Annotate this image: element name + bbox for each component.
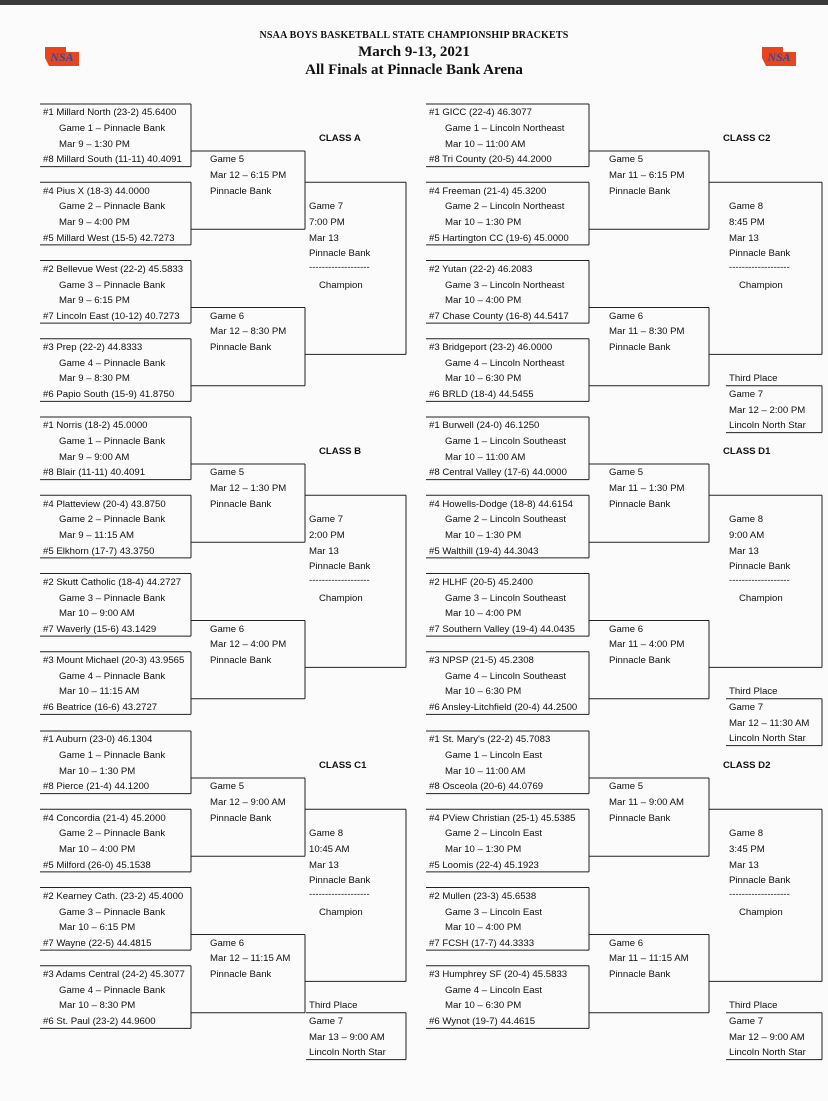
- team-top: #3 Prep (22-2) 44.8333: [43, 342, 143, 354]
- game-time: Mar 9 – 4:00 PM: [59, 216, 130, 228]
- game-info: Game 3 – Pinnacle Bank: [59, 279, 166, 291]
- final-game: Game 8: [729, 514, 764, 526]
- team-top: #3 Humphrey SF (20-4) 45.5833: [429, 969, 568, 981]
- game-info: Game 3 – Pinnacle Bank: [59, 592, 166, 604]
- team-bottom: #8 Pierce (21-4) 44.1200: [43, 781, 150, 793]
- final-time: 2:00 PM: [309, 529, 345, 541]
- game-info: Game 4 – Pinnacle Bank: [59, 984, 166, 996]
- final-date: Mar 13: [729, 859, 759, 871]
- game-time: Mar 10 – 6:30 PM: [445, 1000, 522, 1012]
- third-place-game: Game 7: [729, 702, 764, 714]
- final-time: 3:45 PM: [729, 843, 765, 855]
- game-time: Mar 10 – 6:30 PM: [445, 686, 522, 698]
- team-top: #4 Concordia (21-4) 45.2000: [43, 812, 166, 824]
- team-top: #2 Yutan (22-2) 46.2083: [429, 263, 533, 275]
- third-place-game: Game 7: [729, 389, 764, 401]
- game-time: Mar 10 – 11:00 AM: [445, 138, 526, 150]
- final-venue: Pinnacle Bank: [309, 561, 371, 573]
- final-venue: Pinnacle Bank: [729, 248, 791, 260]
- team-bottom: #7 Lincoln East (10-12) 40.7273: [43, 310, 180, 322]
- class-title: CLASS C2: [723, 132, 771, 144]
- third-place-label: Third Place: [729, 373, 778, 385]
- game-time: Mar 10 – 8:30 PM: [59, 1000, 136, 1012]
- semi-game: Game 6: [609, 937, 644, 949]
- header-org-title: NSAA BOYS BASKETBALL STATE CHAMPIONSHIP BRACKETS: [259, 30, 569, 41]
- team-bottom: #7 Southern Valley (19-4) 44.0435: [429, 623, 575, 635]
- game-info: Game 4 – Lincoln East: [445, 984, 543, 996]
- game-info: Game 3 – Lincoln Northeast: [445, 279, 565, 291]
- game-info: Game 1 – Pinnacle Bank: [59, 750, 166, 762]
- semi-venue: Pinnacle Bank: [609, 812, 671, 824]
- final-date: Mar 13: [729, 232, 759, 244]
- team-top: #1 Burwell (24-0) 46.1250: [429, 420, 540, 432]
- semi-time: Mar 11 – 9:00 AM: [609, 796, 685, 808]
- game-info: Game 2 – Lincoln Southeast: [445, 514, 567, 526]
- game-time: Mar 10 – 1:30 PM: [445, 529, 522, 541]
- game-info: Game 1 – Pinnacle Bank: [59, 436, 166, 448]
- semi-game: Game 6: [609, 310, 644, 322]
- game-info: Game 1 – Pinnacle Bank: [59, 123, 166, 135]
- team-top: #1 St. Mary's (22-2) 45.7083: [429, 734, 551, 746]
- final-time: 10:45 AM: [309, 843, 350, 855]
- final-divider: -------------------: [729, 575, 790, 587]
- third-place-label: Third Place: [309, 1000, 358, 1012]
- game-info: Game 2 – Lincoln Northeast: [445, 201, 565, 213]
- third-place-time: Mar 12 – 11:30 AM: [729, 717, 810, 729]
- third-place-venue: Lincoln North Star: [309, 1047, 386, 1059]
- team-bottom: #6 Wynot (19-7) 44.4615: [429, 1016, 536, 1028]
- class-title: CLASS A: [319, 132, 361, 144]
- game-time: Mar 10 – 11:00 AM: [445, 451, 526, 463]
- final-time: 9:00 AM: [729, 529, 765, 541]
- semi-time: Mar 11 – 1:30 PM: [609, 482, 685, 494]
- team-bottom: #7 Chase County (16-8) 44.5417: [429, 310, 569, 322]
- semi-game: Game 5: [609, 154, 644, 166]
- semi-game: Game 6: [210, 623, 245, 635]
- team-bottom: #8 Millard South (11-11) 40.4091: [43, 154, 182, 166]
- semi-venue: Pinnacle Bank: [210, 498, 272, 510]
- semi-game: Game 6: [210, 937, 245, 949]
- team-bottom: #8 Blair (11-11) 40.4091: [43, 467, 146, 479]
- final-divider: -------------------: [729, 262, 790, 274]
- semi-venue: Pinnacle Bank: [609, 185, 671, 197]
- third-place-time: Mar 13 – 9:00 AM: [309, 1031, 385, 1043]
- semi-venue: Pinnacle Bank: [609, 655, 671, 667]
- team-bottom: #6 BRLD (18-4) 44.5455: [429, 389, 534, 401]
- final-game: Game 7: [309, 201, 344, 213]
- final-venue: Pinnacle Bank: [729, 875, 791, 887]
- semi-time: Mar 12 – 9:00 AM: [210, 796, 286, 808]
- team-top: #3 Mount Michael (20-3) 43.9565: [43, 655, 185, 667]
- final-game: Game 8: [309, 828, 344, 840]
- final-venue: Pinnacle Bank: [309, 248, 371, 260]
- semi-venue: Pinnacle Bank: [609, 969, 671, 981]
- third-place-venue: Lincoln North Star: [729, 1047, 806, 1059]
- semi-venue: Pinnacle Bank: [210, 812, 272, 824]
- game-time: Mar 10 – 1:30 PM: [59, 765, 136, 777]
- third-place-game: Game 7: [729, 1016, 764, 1028]
- game-time: Mar 10 – 6:15 PM: [59, 922, 136, 934]
- team-bottom: #8 Central Valley (17-6) 44.0000: [429, 467, 567, 479]
- header-venue: All Finals at Pinnacle Bank Arena: [305, 62, 523, 78]
- game-info: Game 1 – Lincoln Northeast: [445, 123, 565, 135]
- game-info: Game 3 – Pinnacle Bank: [59, 906, 166, 918]
- champion-label: Champion: [739, 592, 783, 604]
- team-top: #2 Kearney Cath. (23-2) 45.4000: [43, 890, 184, 902]
- team-bottom: #5 Milford (26-0) 45.1538: [43, 859, 151, 871]
- final-game: Game 7: [309, 514, 344, 526]
- team-top: #3 NPSP (21-5) 45.2308: [429, 655, 534, 667]
- team-top: #2 Skutt Catholic (18-4) 44.2727: [43, 576, 182, 588]
- game-time: Mar 9 – 1:30 PM: [59, 138, 130, 150]
- game-info: Game 4 – Pinnacle Bank: [59, 357, 166, 369]
- semi-time: Mar 12 – 4:00 PM: [210, 639, 287, 651]
- final-divider: -------------------: [309, 889, 370, 901]
- team-bottom: #7 FCSH (17-7) 44.3333: [429, 937, 535, 949]
- game-info: Game 3 – Lincoln Southeast: [445, 592, 567, 604]
- team-top: #3 Adams Central (24-2) 45.3077: [43, 969, 185, 981]
- team-top: #4 Freeman (21-4) 45.3200: [429, 185, 547, 197]
- final-game: Game 8: [729, 201, 764, 213]
- team-bottom: #7 Wayne (22-5) 44.4815: [43, 937, 152, 949]
- game-time: Mar 9 – 11:15 AM: [59, 529, 135, 541]
- semi-game: Game 5: [210, 467, 245, 479]
- semi-game: Game 5: [210, 154, 245, 166]
- third-place-venue: Lincoln North Star: [729, 420, 806, 432]
- third-place-time: Mar 12 – 2:00 PM: [729, 404, 806, 416]
- third-place-venue: Lincoln North Star: [729, 733, 806, 745]
- semi-venue: Pinnacle Bank: [609, 342, 671, 354]
- class-title: CLASS C1: [319, 759, 367, 771]
- team-bottom: #5 Walthill (19-4) 44.3043: [429, 545, 539, 557]
- semi-time: Mar 12 – 11:15 AM: [210, 953, 291, 965]
- champion-label: Champion: [319, 906, 363, 918]
- third-place-time: Mar 12 – 9:00 AM: [729, 1031, 805, 1043]
- svg-text:NSA: NSA: [767, 50, 791, 64]
- team-bottom: #6 Papio South (15-9) 41.8750: [43, 389, 175, 401]
- semi-time: Mar 11 – 11:15 AM: [609, 953, 689, 965]
- semi-time: Mar 12 – 1:30 PM: [210, 482, 287, 494]
- semi-game: Game 5: [210, 781, 245, 793]
- semi-venue: Pinnacle Bank: [210, 185, 272, 197]
- team-top: #1 GICC (22-4) 46.3077: [429, 107, 532, 119]
- semi-game: Game 5: [609, 467, 644, 479]
- game-time: Mar 9 – 8:30 PM: [59, 373, 130, 385]
- final-divider: -------------------: [309, 575, 370, 587]
- game-info: Game 2 – Lincoln East: [445, 828, 543, 840]
- team-bottom: #6 Beatrice (16-6) 43.2727: [43, 702, 158, 714]
- final-date: Mar 13: [729, 545, 759, 557]
- team-top: #1 Millard North (23-2) 45.6400: [43, 107, 177, 119]
- game-info: Game 2 – Pinnacle Bank: [59, 514, 166, 526]
- final-venue: Pinnacle Bank: [309, 875, 371, 887]
- champion-label: Champion: [319, 279, 363, 291]
- game-time: Mar 10 – 11:00 AM: [445, 765, 526, 777]
- team-top: #4 Platteview (20-4) 43.8750: [43, 498, 166, 510]
- game-time: Mar 10 – 6:30 PM: [445, 373, 522, 385]
- team-top: #1 Auburn (23-0) 46.1304: [43, 734, 153, 746]
- game-info: Game 4 – Lincoln Southeast: [445, 670, 567, 682]
- game-info: Game 1 – Lincoln Southeast: [445, 436, 567, 448]
- semi-time: Mar 11 – 8:30 PM: [609, 326, 685, 338]
- team-bottom: #5 Elkhorn (17-7) 43.3750: [43, 545, 155, 557]
- final-date: Mar 13: [309, 232, 339, 244]
- svg-text:NSA: NSA: [50, 50, 74, 64]
- team-top: #2 Mullen (23-3) 45.6538: [429, 890, 537, 902]
- team-top: #2 Bellevue West (22-2) 45.5833: [43, 263, 184, 275]
- game-time: Mar 10 – 9:00 AM: [59, 608, 135, 620]
- semi-time: Mar 11 – 6:15 PM: [609, 169, 685, 181]
- game-time: Mar 10 – 4:00 PM: [445, 295, 522, 307]
- semi-game: Game 6: [609, 623, 644, 635]
- game-time: Mar 10 – 4:00 PM: [59, 843, 136, 855]
- third-place-label: Third Place: [729, 1000, 778, 1012]
- final-date: Mar 13: [309, 545, 339, 557]
- team-top: #1 Norris (18-2) 45.0000: [43, 420, 148, 432]
- semi-time: Mar 11 – 4:00 PM: [609, 639, 685, 651]
- semi-time: Mar 12 – 6:15 PM: [210, 169, 287, 181]
- champion-label: Champion: [319, 592, 363, 604]
- third-place-label: Third Place: [729, 686, 778, 698]
- game-time: Mar 10 – 4:00 PM: [445, 608, 522, 620]
- game-info: Game 2 – Pinnacle Bank: [59, 201, 166, 213]
- game-info: Game 4 – Lincoln Northeast: [445, 357, 565, 369]
- final-divider: -------------------: [309, 262, 370, 274]
- class-title: CLASS D1: [723, 445, 771, 457]
- game-info: Game 4 – Pinnacle Bank: [59, 670, 166, 682]
- final-date: Mar 13: [309, 859, 339, 871]
- final-venue: Pinnacle Bank: [729, 561, 791, 573]
- game-time: Mar 10 – 1:30 PM: [445, 843, 522, 855]
- team-top: #2 HLHF (20-5) 45.2400: [429, 576, 533, 588]
- semi-game: Game 6: [210, 310, 245, 322]
- third-place-game: Game 7: [309, 1016, 344, 1028]
- semi-game: Game 5: [609, 781, 644, 793]
- game-info: Game 1 – Lincoln East: [445, 750, 543, 762]
- game-time: Mar 9 – 6:15 PM: [59, 295, 130, 307]
- semi-time: Mar 12 – 8:30 PM: [210, 326, 287, 338]
- champion-label: Champion: [739, 906, 783, 918]
- semi-venue: Pinnacle Bank: [210, 969, 272, 981]
- team-top: #3 Bridgeport (23-2) 46.0000: [429, 342, 553, 354]
- class-title: CLASS B: [319, 445, 362, 457]
- class-title: CLASS D2: [723, 759, 771, 771]
- champion-label: Champion: [739, 279, 783, 291]
- team-bottom: #5 Loomis (22-4) 45.1923: [429, 859, 539, 871]
- final-game: Game 8: [729, 828, 764, 840]
- team-top: #4 PView Christian (25-1) 45.5385: [429, 812, 576, 824]
- semi-venue: Pinnacle Bank: [609, 498, 671, 510]
- team-top: #4 Pius X (18-3) 44.0000: [43, 185, 150, 197]
- team-bottom: #5 Millard West (15-5) 42.7273: [43, 232, 175, 244]
- game-info: Game 3 – Lincoln East: [445, 906, 543, 918]
- game-time: Mar 9 – 9:00 AM: [59, 451, 130, 463]
- team-bottom: #8 Tri County (20-5) 44.2000: [429, 154, 552, 166]
- game-time: Mar 10 – 11:15 AM: [59, 686, 140, 698]
- team-bottom: #5 Hartington CC (19-6) 45.0000: [429, 232, 569, 244]
- team-bottom: #6 Ansley-Litchfield (20-4) 44.2500: [429, 702, 578, 714]
- team-top: #4 Howells-Dodge (18-8) 44.6154: [429, 498, 573, 510]
- header-dates: March 9-13, 2021: [358, 44, 470, 60]
- game-time: Mar 10 – 1:30 PM: [445, 216, 522, 228]
- team-bottom: #8 Osceola (20-6) 44.0769: [429, 781, 544, 793]
- final-time: 7:00 PM: [309, 216, 345, 228]
- game-time: Mar 10 – 4:00 PM: [445, 922, 522, 934]
- team-bottom: #6 St. Paul (23-2) 44.9600: [43, 1016, 156, 1028]
- final-time: 8:45 PM: [729, 216, 765, 228]
- team-bottom: #7 Waverly (15-6) 43.1429: [43, 623, 157, 635]
- semi-venue: Pinnacle Bank: [210, 342, 272, 354]
- semi-venue: Pinnacle Bank: [210, 655, 272, 667]
- game-info: Game 2 – Pinnacle Bank: [59, 828, 166, 840]
- final-divider: -------------------: [729, 889, 790, 901]
